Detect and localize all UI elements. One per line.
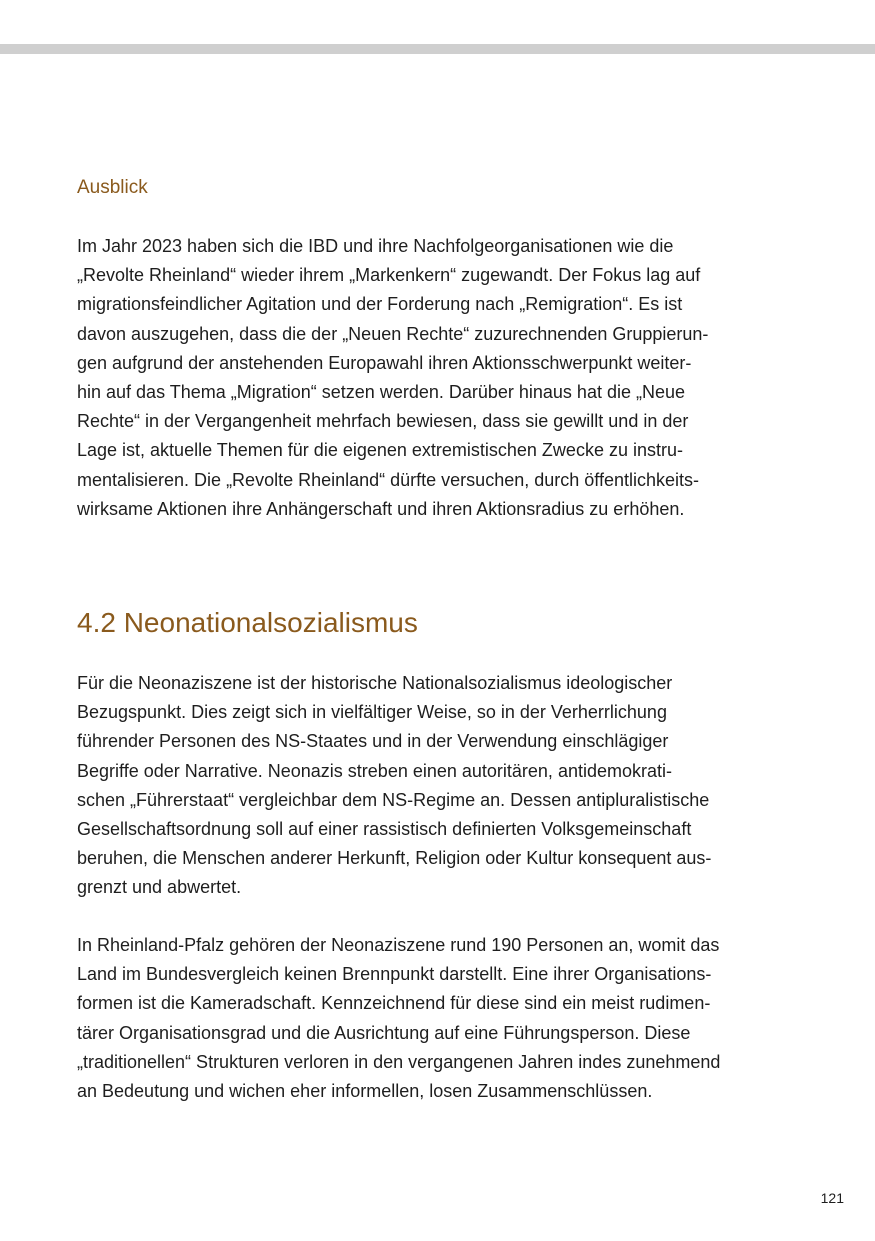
text-line: Rechte“ in der Vergangenheit mehrfach bewiesen, dass sie gewillt und in der [77,411,689,432]
text-line: davon auszugehen, dass die der „Neuen Rechte“ zuzurechnenden Gruppierun- [77,323,709,344]
text-line: schen „Führerstaat“ vergleichbar dem NS-Regime an. Dessen antipluralistische [77,789,710,810]
text-line: Im Jahr 2023 haben sich die IBD und ihre Nachfolgeorganisationen wie die [77,236,674,256]
paragraph-neonazi-ideology [77,669,797,903]
section-title: 4.2 Neonationalsozialismus [77,607,418,638]
paragraph-neonazi-rlp [77,931,797,1106]
text-line: beruhen, die Menschen anderer Herkunft, Religion oder Kultur konsequent aus- [77,848,712,869]
text-line: Bezugspunkt. Dies zeigt sich in vielfältiger Weise, so in der Verherrlichung [77,702,667,723]
text-line: „Revolte Rheinland“ wieder ihrem „Markenkern“ zugewandt. Der Fokus lag auf [77,265,701,286]
text-line: wirksame Aktionen ihre Anhängerschaft und ihren Aktionsradius zu erhöhen. [77,498,685,519]
subheading-ausblick: Ausblick [77,177,148,198]
text-line: Für die Neonaziszene ist der historische Nationalsozialismus ideologischer [77,673,673,693]
page-number: 121 [820,1190,844,1206]
text-line: grenzt und abwertet. [77,877,242,898]
text-line: „traditionellen“ Strukturen verloren in den vergangenen Jahren indes zunehmend [77,1051,721,1072]
text-line: führender Personen des NS-Staates und in der Verwendung einschlägiger [77,731,669,752]
text-line: mentalisieren. Die „Revolte Rheinland“ dürfte versuchen, durch öffentlichkeits- [77,469,699,490]
text-line: Gesellschaftsordnung soll auf einer rassistisch definierten Volksgemeinschaft [77,819,692,840]
text-line: Land im Bundesvergleich keinen Brennpunkt darstellt. Eine ihrer Organisations- [77,964,712,985]
text-line: Lage ist, aktuelle Themen für die eigenen extremistischen Zwecke zu instru- [77,440,683,461]
text-line: tärer Organisationsgrad und die Ausrichtung auf eine Führungsperson. Diese [77,1022,691,1043]
text-line: an Bedeutung und wichen eher informellen, losen Zusammenschlüssen. [77,1081,653,1102]
text-line: gen aufgrund der anstehenden Europawahl ihren Aktionsschwerpunkt weiter- [77,352,692,373]
text-line: formen ist die Kameradschaft. Kennzeichnend für diese sind ein meist rudimen- [77,993,711,1014]
paragraph-ausblick [77,232,797,524]
text-line: migrationsfeindlicher Agitation und der Forderung nach „Remigration“. Es ist [77,294,683,315]
text-line: hin auf das Thema „Migration“ setzen werden. Darüber hinaus hat die „Neue [77,382,686,403]
text-line: Begriffe oder Narrative. Neonazis streben einen autoritären, antidemokrati- [77,760,672,781]
text-line: In Rheinland-Pfalz gehören der Neonaziszene rund 190 Personen an, womit das [77,935,720,955]
header-rule [0,44,875,54]
